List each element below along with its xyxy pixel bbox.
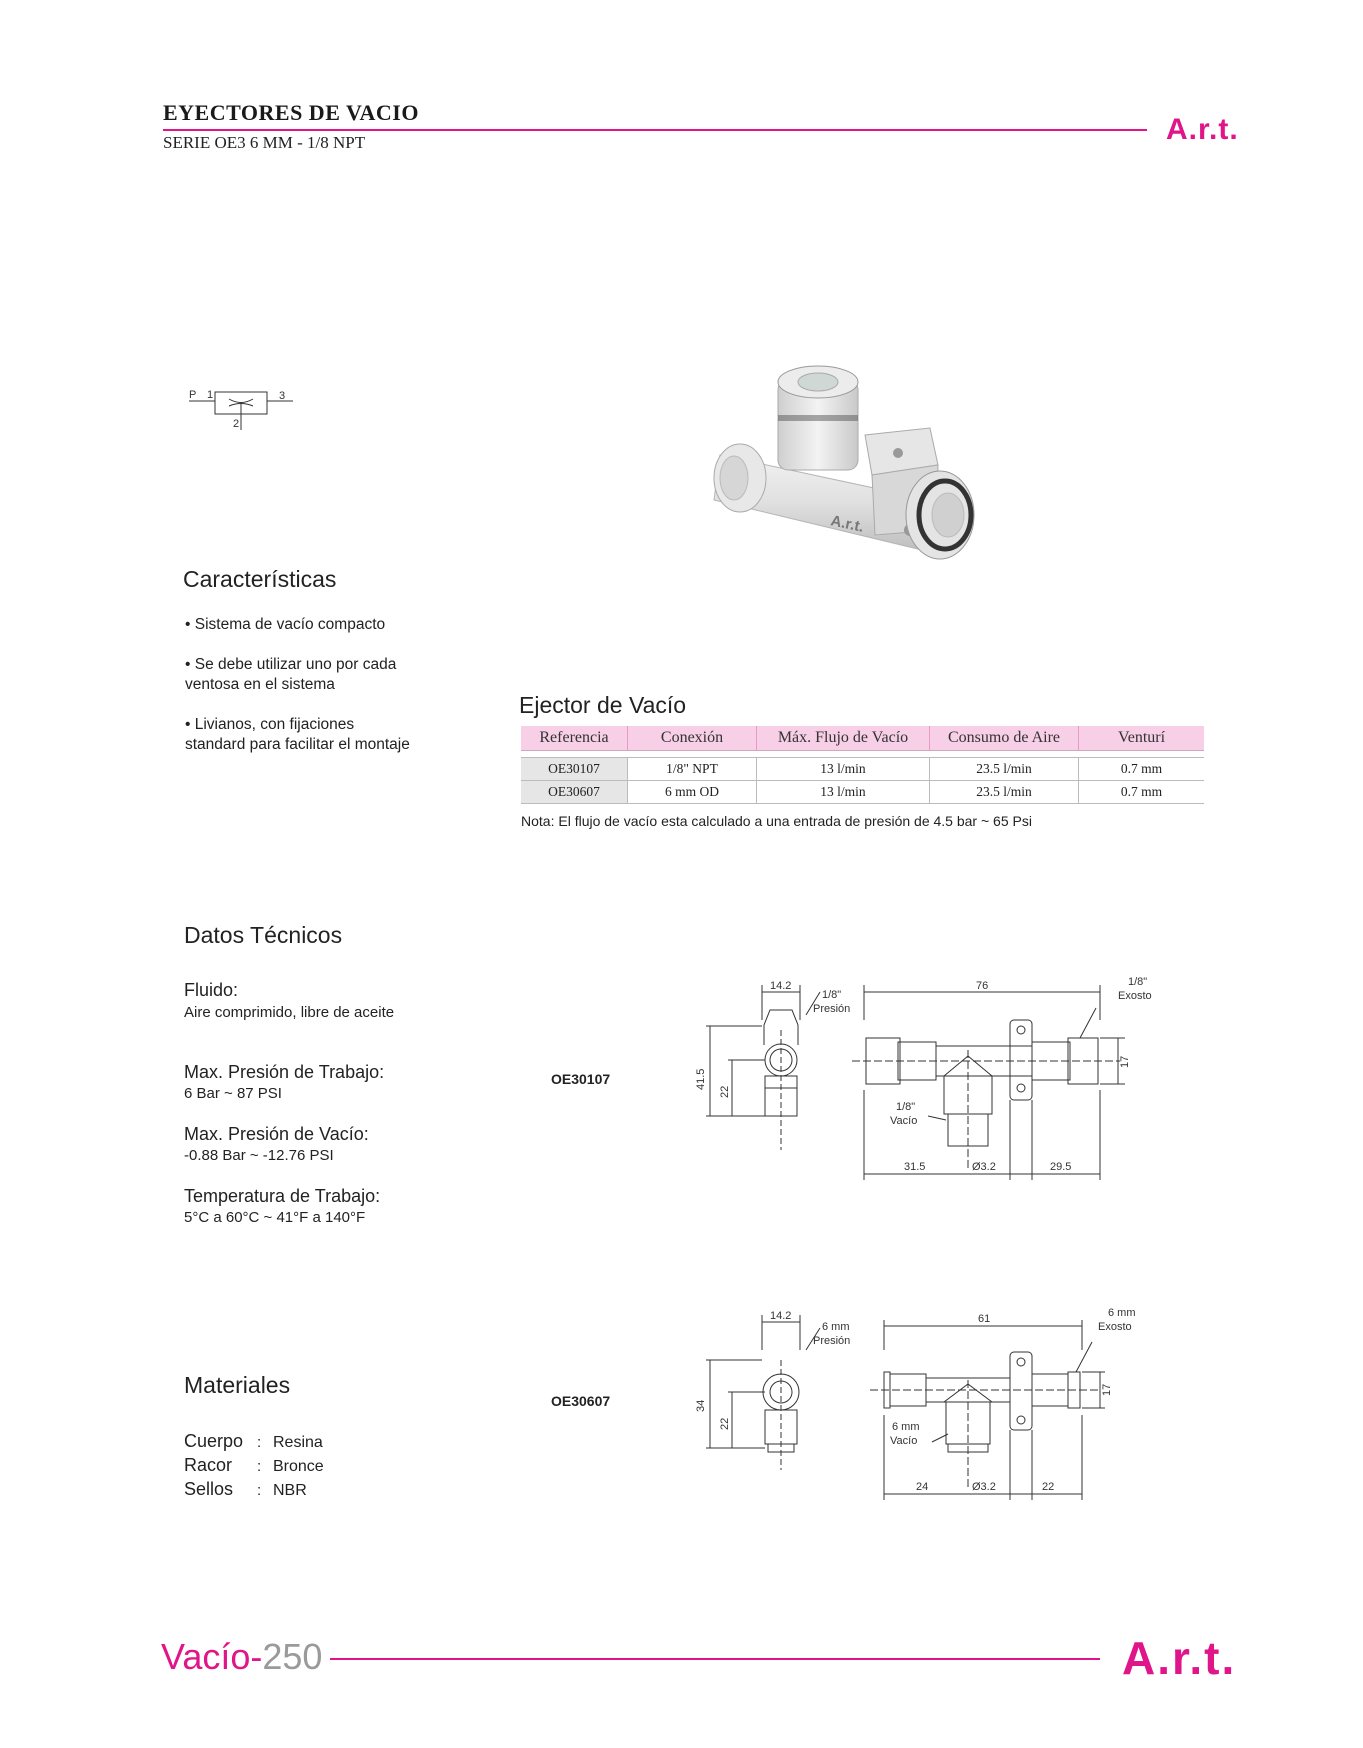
cell-conexion: 1/8" NPT — [628, 758, 757, 781]
drawing2-presion-size: 6 mm — [822, 1321, 850, 1333]
datos-fluido-label: Fluido: — [184, 980, 239, 1000]
header-rule — [163, 129, 1147, 131]
cell-ref: OE30107 — [521, 758, 628, 781]
drawing2-exosto-label: Exosto — [1098, 1321, 1132, 1333]
caracteristicas-item-3: • Livianos, con fijaciones standard para facilitar el montaje — [185, 716, 410, 753]
material-sep: : — [257, 1458, 262, 1475]
footer-rule — [330, 1658, 1100, 1660]
drawing2-model-label: OE30607 — [551, 1393, 611, 1409]
drawing1-presion-label: Presión — [813, 1003, 851, 1015]
drawing2-presion-label: Presión — [813, 1335, 851, 1347]
drawing2-dimension-diagram — [680, 1300, 1160, 1510]
datos-presion-vacio-label: Max. Presión de Vacío: — [184, 1124, 369, 1144]
datos-presion-trabajo-label: Max. Presión de Trabajo: — [184, 1062, 385, 1082]
symbol-port-2: 2 — [233, 418, 240, 430]
table-row — [521, 758, 1204, 781]
symbol-port-p: P — [189, 389, 197, 401]
caracteristicas-item-2: • Se debe utilizar uno por cada ventosa en el sistema — [185, 656, 397, 693]
drawing1-exosto-label: Exosto — [1118, 990, 1152, 1002]
drawing1-model-label: OE30107 — [551, 1071, 611, 1087]
product-photo-logo: A.r.t. — [829, 512, 866, 536]
material-label: Racor — [184, 1455, 233, 1475]
col-conexion: Conexión — [628, 726, 757, 751]
drawing2-exosto-size: 6 mm — [1108, 1307, 1136, 1319]
material-row-sellos — [184, 1478, 324, 1502]
drawing2-dim-side-width: 14.2 — [770, 1310, 792, 1322]
ejector-title: Ejector de Vacío — [519, 692, 687, 718]
drawing2-dim-hole: Ø3.2 — [972, 1481, 996, 1493]
ejector-spec-table — [521, 726, 1204, 804]
drawing1-dim-right: 29.5 — [1050, 1161, 1072, 1173]
drawing2-vacio-size: 6 mm — [892, 1421, 920, 1433]
drawing1-exosto-size: 1/8" — [1128, 976, 1148, 988]
drawing2-vacio-label: Vacío — [890, 1435, 918, 1447]
cell-flujo: 13 l/min — [757, 781, 930, 804]
cell-venturi: 0.7 mm — [1079, 758, 1205, 781]
col-consumo: Consumo de Aire — [930, 726, 1079, 751]
cell-ref: OE30607 — [521, 781, 628, 804]
cell-consumo: 23.5 l/min — [930, 781, 1079, 804]
material-sep: : — [257, 1434, 262, 1451]
brand-logo-bottom: A.r.t. — [1122, 1632, 1237, 1684]
drawing2-dim-left: 24 — [916, 1481, 929, 1493]
brand-logo-top: A.r.t. — [1166, 113, 1239, 146]
drawing2-dim-17: 17 — [1101, 1383, 1113, 1396]
caracteristicas-item-1: • Sistema de vacío compacto — [185, 616, 386, 633]
datos-presion-trabajo-value: 6 Bar ~ 87 PSI — [184, 1085, 282, 1102]
table-row — [521, 781, 1204, 804]
drawing1-dim-side-width: 14.2 — [770, 980, 792, 992]
cell-venturi: 0.7 mm — [1079, 781, 1205, 804]
material-value: Resina — [273, 1434, 323, 1451]
ejector-symbol — [185, 386, 305, 444]
datos-title: Datos Técnicos — [184, 922, 343, 948]
drawing2-dim-height: 34 — [695, 1399, 707, 1412]
datos-temperatura-label: Temperatura de Trabajo: — [184, 1186, 381, 1206]
ejector-note: Nota: El flujo de vacío esta calculado a una entrada de presión de 4.5 bar ~ 65 Psi — [521, 813, 1032, 829]
material-label: Cuerpo — [184, 1431, 244, 1451]
drawing2-dim-22: 22 — [719, 1417, 731, 1430]
datos-presion-vacio-value: -0.88 Bar ~ -12.76 PSI — [184, 1147, 334, 1164]
drawing1-dim-22: 22 — [719, 1085, 731, 1098]
symbol-port-1: 1 — [207, 389, 214, 401]
product-photo — [700, 360, 1040, 580]
col-referencia: Referencia — [521, 726, 628, 751]
material-label: Sellos — [184, 1479, 234, 1499]
materiales-title: Materiales — [184, 1372, 291, 1398]
drawing1-dim-total: 76 — [976, 980, 989, 992]
material-row-cuerpo — [184, 1430, 324, 1454]
footer-page-label — [161, 1636, 322, 1678]
col-venturi: Venturí — [1079, 726, 1205, 751]
page-title: EYECTORES DE VACIO — [163, 100, 419, 125]
page-subtitle: SERIE OE3 6 MM - 1/8 NPT — [163, 133, 366, 152]
cell-consumo: 23.5 l/min — [930, 758, 1079, 781]
symbol-port-3: 3 — [279, 390, 286, 402]
footer-page-number: 250 — [262, 1636, 323, 1677]
drawing1-dim-hole: Ø3.2 — [972, 1161, 996, 1173]
drawing1-vacio-label: Vacío — [890, 1115, 918, 1127]
drawing1-dim-17: 17 — [1119, 1055, 1131, 1068]
drawing1-dimension-diagram — [680, 970, 1160, 1190]
datos-fluido-value: Aire comprimido, libre de aceite — [184, 1004, 395, 1021]
drawing1-dim-left: 31.5 — [904, 1161, 926, 1173]
drawing2-dim-total: 61 — [978, 1313, 991, 1325]
material-sep: : — [257, 1482, 262, 1499]
table-header-row — [521, 726, 1204, 751]
cell-flujo: 13 l/min — [757, 758, 930, 781]
datos-temperatura-value: 5°C a 60°C ~ 41°F a 140°F — [184, 1209, 366, 1226]
drawing1-dim-height: 41.5 — [695, 1068, 707, 1090]
material-value: NBR — [273, 1482, 307, 1499]
drawing2-dim-right: 22 — [1042, 1481, 1055, 1493]
drawing1-presion-size: 1/8" — [822, 989, 842, 1001]
drawing1-vacio-size: 1/8" — [896, 1101, 916, 1113]
footer-section: Vacío- — [161, 1636, 263, 1677]
caracteristicas-title: Características — [183, 566, 337, 592]
col-flujo: Máx. Flujo de Vacío — [757, 726, 930, 751]
material-value: Bronce — [273, 1458, 324, 1475]
materiales-list — [184, 1430, 324, 1502]
cell-conexion: 6 mm OD — [628, 781, 757, 804]
material-row-racor — [184, 1454, 324, 1478]
